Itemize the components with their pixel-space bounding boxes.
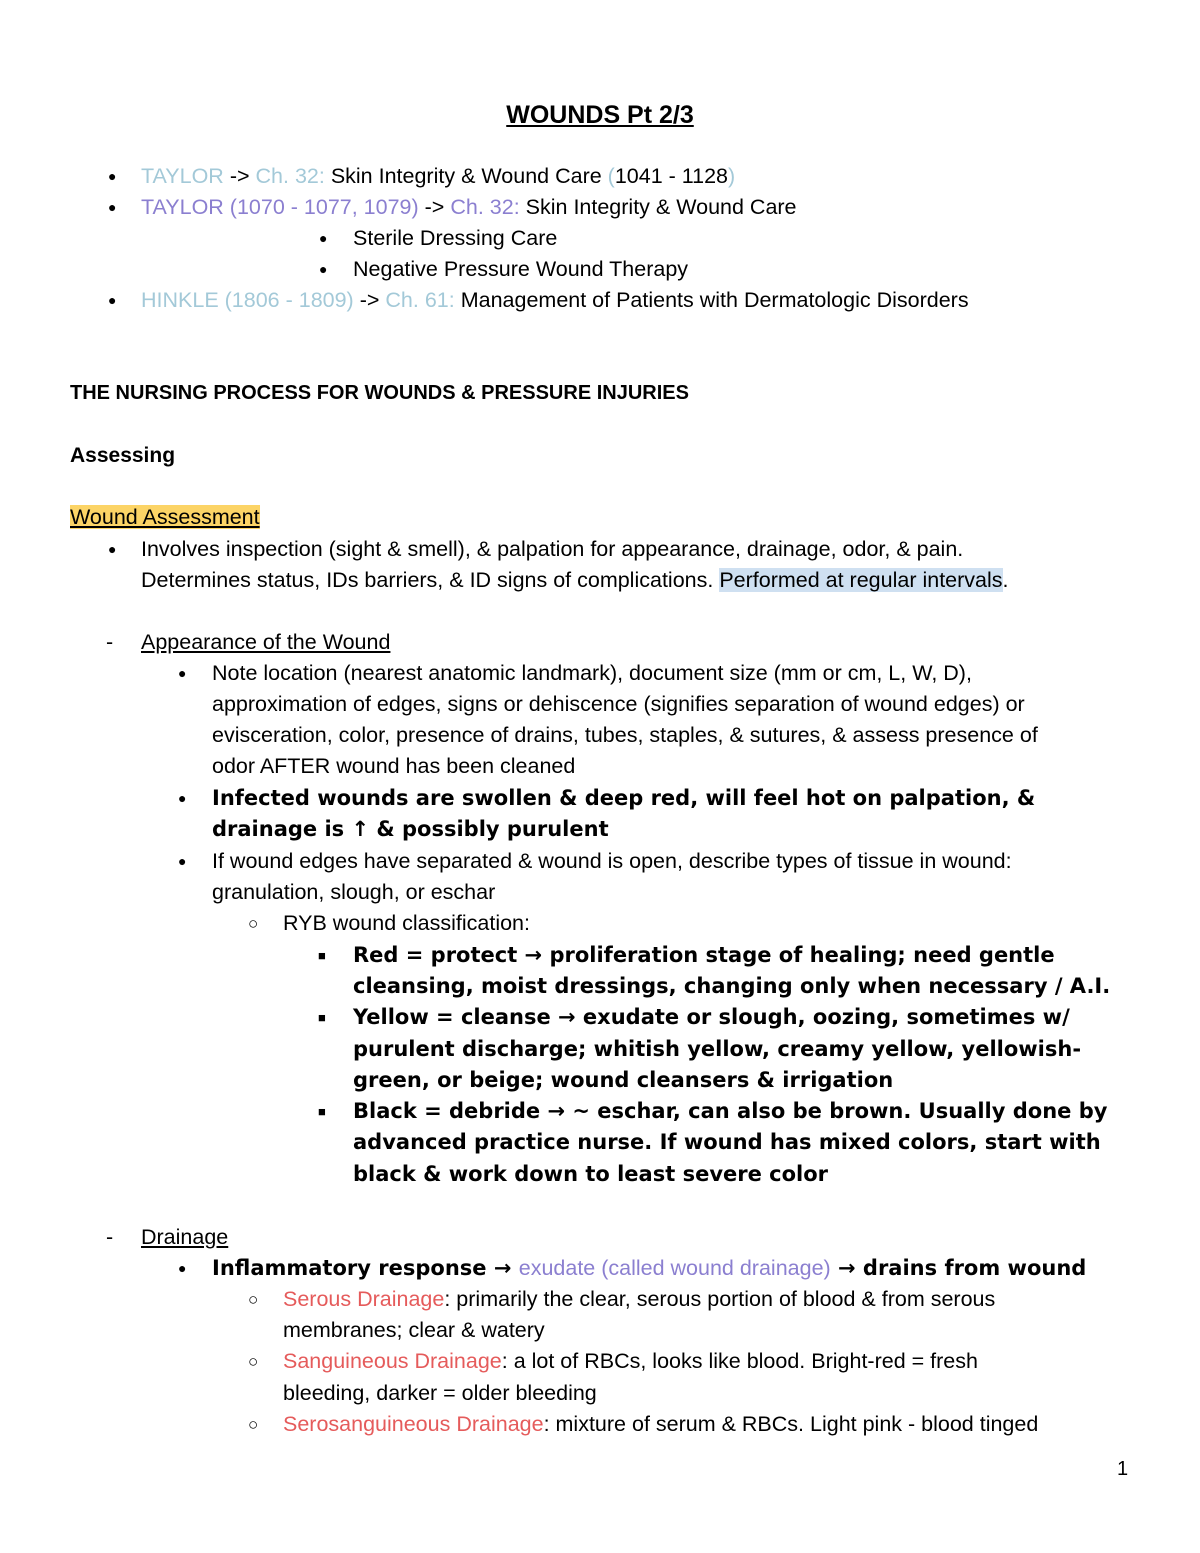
square-bullet-icon: ■ bbox=[318, 948, 326, 963]
circle-bullet-icon: ○ bbox=[248, 1290, 259, 1309]
bullet-icon: ● bbox=[108, 199, 117, 215]
paragraph-line: odor AFTER wound has been cleaned bbox=[212, 754, 576, 778]
bold-line: green, or beige; wound cleansers & irrigation bbox=[353, 1068, 894, 1092]
bullet-icon: ● bbox=[108, 541, 117, 557]
bold-line: Infected wounds are swollen & deep red, will feel hot on palpation, & bbox=[212, 786, 1036, 810]
paragraph-line: Note location (nearest anatomic landmark), document size (mm or cm, L, W, D), bbox=[212, 661, 972, 685]
circle-bullet-icon: ○ bbox=[248, 1415, 259, 1434]
bold-line: Yellow = cleanse → exudate or slough, oozing, sometimes w/ bbox=[353, 1005, 1070, 1029]
sanguineous-line: Sanguineous Drainage: a lot of RBCs, looks like blood. Bright-red = fresh bbox=[283, 1349, 978, 1373]
section-heading: THE NURSING PROCESS FOR WOUNDS & PRESSURE INJURIES bbox=[70, 382, 689, 404]
source-line-1: TAYLOR -> Ch. 32: Skin Integrity & Wound Care (1041 - 1128) bbox=[141, 164, 736, 188]
bold-line: cleansing, moist dressings, changing only when necessary / A.I. bbox=[353, 974, 1111, 998]
bold-line: purulent discharge; whitish yellow, creamy yellow, yellowish- bbox=[353, 1037, 1082, 1061]
bold-line: black & work down to least severe color bbox=[353, 1162, 829, 1186]
serous-line: Serous Drainage: primarily the clear, serous portion of blood & from serous bbox=[283, 1287, 996, 1311]
paragraph-line: Involves inspection (sight & smell), & palpation for appearance, drainage, odor, & pain. bbox=[141, 537, 964, 561]
bullet-icon: ● bbox=[319, 261, 328, 277]
dash-marker: - bbox=[106, 630, 114, 654]
bullet-icon: ● bbox=[178, 790, 187, 806]
paragraph-line: If wound edges have separated & wound is open, describe types of tissue in wound: bbox=[212, 849, 1012, 873]
paragraph-line: granulation, slough, or eschar bbox=[212, 880, 496, 904]
square-bullet-icon: ■ bbox=[318, 1104, 326, 1119]
bullet-icon: ● bbox=[108, 168, 117, 184]
circle-bullet-icon: ○ bbox=[248, 1352, 259, 1371]
source-line-3: HINKLE (1806 - 1809) -> Ch. 61: Management of Patients with Dermatologic Disorders bbox=[141, 288, 969, 312]
serosanguineous-line: Serosanguineous Drainage: mixture of serum & RBCs. Light pink - blood tinged bbox=[283, 1412, 1039, 1436]
bullet-icon: ● bbox=[178, 853, 187, 869]
circle-bullet-icon: ○ bbox=[248, 914, 259, 933]
bold-line: advanced practice nurse. If wound has mixed colors, start with bbox=[353, 1130, 1101, 1154]
source-line-2: TAYLOR (1070 - 1077, 1079) -> Ch. 32: Skin Integrity & Wound Care bbox=[141, 195, 797, 219]
bullet-icon: ● bbox=[178, 665, 187, 681]
paragraph-line: evisceration, color, presence of drains, tubes, staples, & sutures, & assess presence of bbox=[212, 723, 1038, 747]
paragraph-line: bleeding, darker = older bleeding bbox=[283, 1381, 597, 1405]
bold-line: Black = debride → ~ eschar, can also be brown. Usually done by bbox=[353, 1099, 1108, 1123]
page-number: 1 bbox=[1117, 1458, 1129, 1480]
square-bullet-icon: ■ bbox=[318, 1010, 326, 1025]
paragraph-line: approximation of edges, signs or dehiscence (signifies separation of wound edges) or bbox=[212, 692, 1025, 716]
source-subitem: Negative Pressure Wound Therapy bbox=[353, 257, 689, 281]
bullet-icon: ● bbox=[178, 1260, 187, 1276]
bullet-icon: ● bbox=[319, 230, 328, 246]
bold-line: Red = protect → proliferation stage of healing; need gentle bbox=[353, 943, 1055, 967]
drainage-heading: Drainage bbox=[141, 1225, 229, 1249]
paragraph-line: RYB wound classification: bbox=[283, 911, 530, 935]
assessing-heading: Assessing bbox=[70, 444, 176, 467]
page-title: WOUNDS Pt 2/3 bbox=[506, 101, 694, 129]
paragraph-line: Determines status, IDs barriers, & ID signs of complications. Performed at regular intervals. bbox=[141, 568, 1009, 592]
appearance-heading: Appearance of the Wound bbox=[141, 630, 391, 654]
bold-line: drainage is ↑ & possibly purulent bbox=[212, 817, 609, 841]
dash-marker: - bbox=[106, 1225, 114, 1249]
paragraph-line: membranes; clear & watery bbox=[283, 1318, 545, 1342]
bullet-icon: ● bbox=[108, 292, 117, 308]
wound-assessment-heading: Wound Assessment bbox=[70, 505, 260, 529]
source-subitem: Sterile Dressing Care bbox=[353, 226, 558, 250]
inflammatory-line: Inflammatory response → exudate (called wound drainage) → drains from wound bbox=[212, 1256, 1087, 1280]
